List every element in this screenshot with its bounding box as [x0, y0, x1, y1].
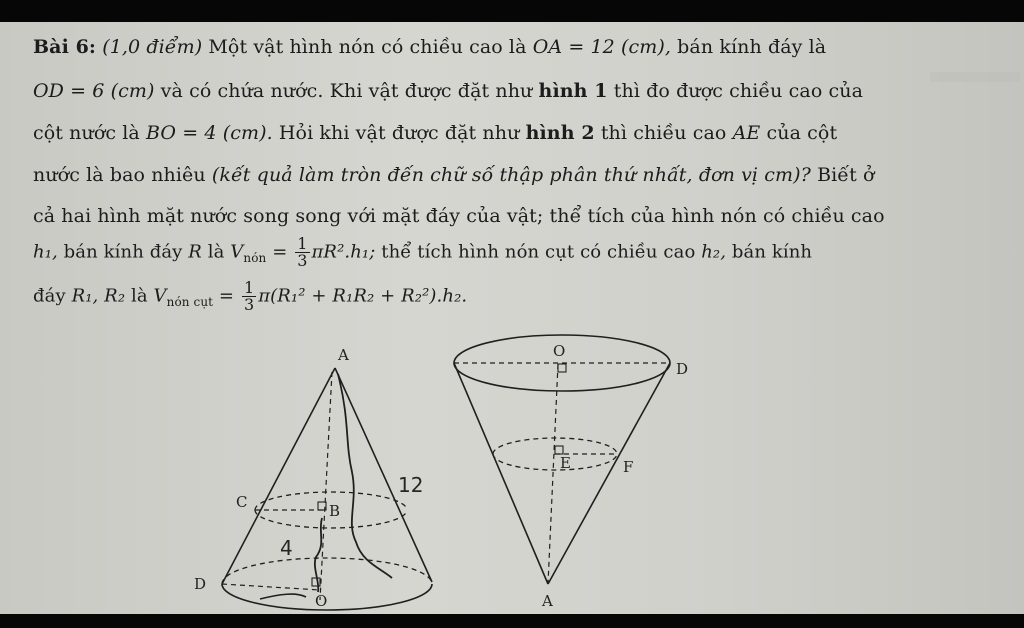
fig2-label-d: D — [676, 360, 689, 378]
line2-bold-a: hình 1 — [538, 80, 608, 102]
fig2-label-a: A — [542, 592, 553, 610]
line2-text-b: thì đo được chiều cao của — [613, 80, 864, 102]
line1-math-a: OA = 12 (cm), — [532, 36, 672, 58]
line7-vol-sub: nón cụt — [166, 295, 214, 310]
line3-math-a: BO = 4 (cm). — [146, 122, 273, 144]
fig1-label-a: A — [338, 346, 349, 364]
fig2-label-e: E — [560, 454, 571, 472]
line5-text-a: cả hai hình mặt nước song song với mặt đáy của vật; thể tích của hình nón có chiều cao — [33, 205, 885, 227]
fig2-right-angle-e — [555, 446, 563, 454]
line6-text-b: là — [207, 241, 225, 263]
fig2-water-front — [493, 454, 617, 470]
line6-text-a: bán kính đáy — [63, 241, 183, 263]
line3-text-d: của cột — [766, 122, 838, 144]
line2-text-a: và có chứa nước. Khi vật được đặt như — [160, 80, 533, 102]
fig1-base-back — [222, 558, 432, 584]
fig2-top-front — [454, 363, 670, 391]
line3-text-c: thì chiều cao — [600, 122, 727, 144]
fig2-label-o: O — [553, 342, 566, 360]
fig2-right-slant — [548, 363, 670, 584]
cone-figures — [0, 22, 1024, 614]
fig1-label-d: D — [194, 575, 207, 593]
line7-math-a: R₁, R₂ — [71, 285, 126, 307]
fig1-handwritten-4: 4 — [280, 536, 293, 560]
fig1-base-radius — [222, 584, 320, 590]
line7-frac-num: 1 — [243, 278, 255, 297]
line7-eq: = — [218, 285, 235, 307]
line2-math-a: OD = 6 (cm) — [33, 80, 155, 102]
line4-text-b: Biết ở — [817, 164, 875, 186]
line6-text-c: thể tích hình nón cụt có chiều cao — [381, 241, 696, 263]
line3-text-a: cột nước là — [33, 122, 140, 144]
fig1-left-slant — [222, 368, 335, 584]
fig2-axis — [548, 364, 558, 584]
problem-number: Bài 6: — [33, 36, 97, 58]
line7-formula: π(R₁² + R₁R₂ + R₂²).h₂. — [258, 285, 468, 307]
line6-frac-num: 1 — [297, 234, 308, 253]
line6-eq: = — [272, 241, 288, 263]
paper-page — [0, 22, 1024, 614]
line3-text-b: Hỏi khi vật được đặt như — [278, 122, 520, 144]
line6-vol-sub: nón — [243, 251, 267, 266]
line1-text-a: Một vật hình nón có chiều cao là — [208, 36, 527, 58]
line4-italic-a: (kết quả làm tròn đến chữ số thập phân thứ nhất, đơn vị cm)? — [211, 164, 811, 186]
fig1-axis — [320, 372, 332, 600]
line6-vol-symbol: V — [230, 241, 244, 263]
line6-math-c: h₂, — [701, 241, 727, 263]
line6-math-b: R — [188, 241, 202, 263]
fig2-right-angle-o — [558, 364, 566, 372]
bottom-black-bar — [0, 614, 1024, 628]
line3-bold-a: hình 2 — [525, 122, 595, 144]
fig1-handwritten-base-mark — [260, 594, 306, 599]
fig1-label-c: C — [236, 493, 248, 511]
line6-math-a: h₁, — [33, 241, 58, 263]
fig1-label-o: O — [315, 592, 328, 610]
line6-formula: πR².h₁; — [311, 241, 376, 263]
line4-text-a: nước là bao nhiêu — [33, 164, 206, 186]
line7-text-a: đáy — [33, 285, 66, 307]
line7-vol-symbol: V — [153, 285, 167, 307]
top-black-bar — [0, 0, 1024, 22]
line7-frac-den: 3 — [243, 295, 255, 314]
line6-frac-den: 3 — [297, 251, 308, 270]
line6-text-d: bán kính — [731, 241, 813, 263]
fig1-label-b: B — [329, 502, 341, 520]
problem-points: (1,0 điểm) — [102, 36, 203, 58]
fig2-left-slant — [454, 363, 548, 584]
line3-math-b: AE — [732, 122, 761, 144]
line7-text-b: là — [130, 285, 148, 307]
fig1-handwritten-12: 12 — [398, 473, 424, 497]
line1-text-b: bán kính đáy là — [677, 36, 827, 58]
fig2-label-f: F — [623, 458, 634, 476]
